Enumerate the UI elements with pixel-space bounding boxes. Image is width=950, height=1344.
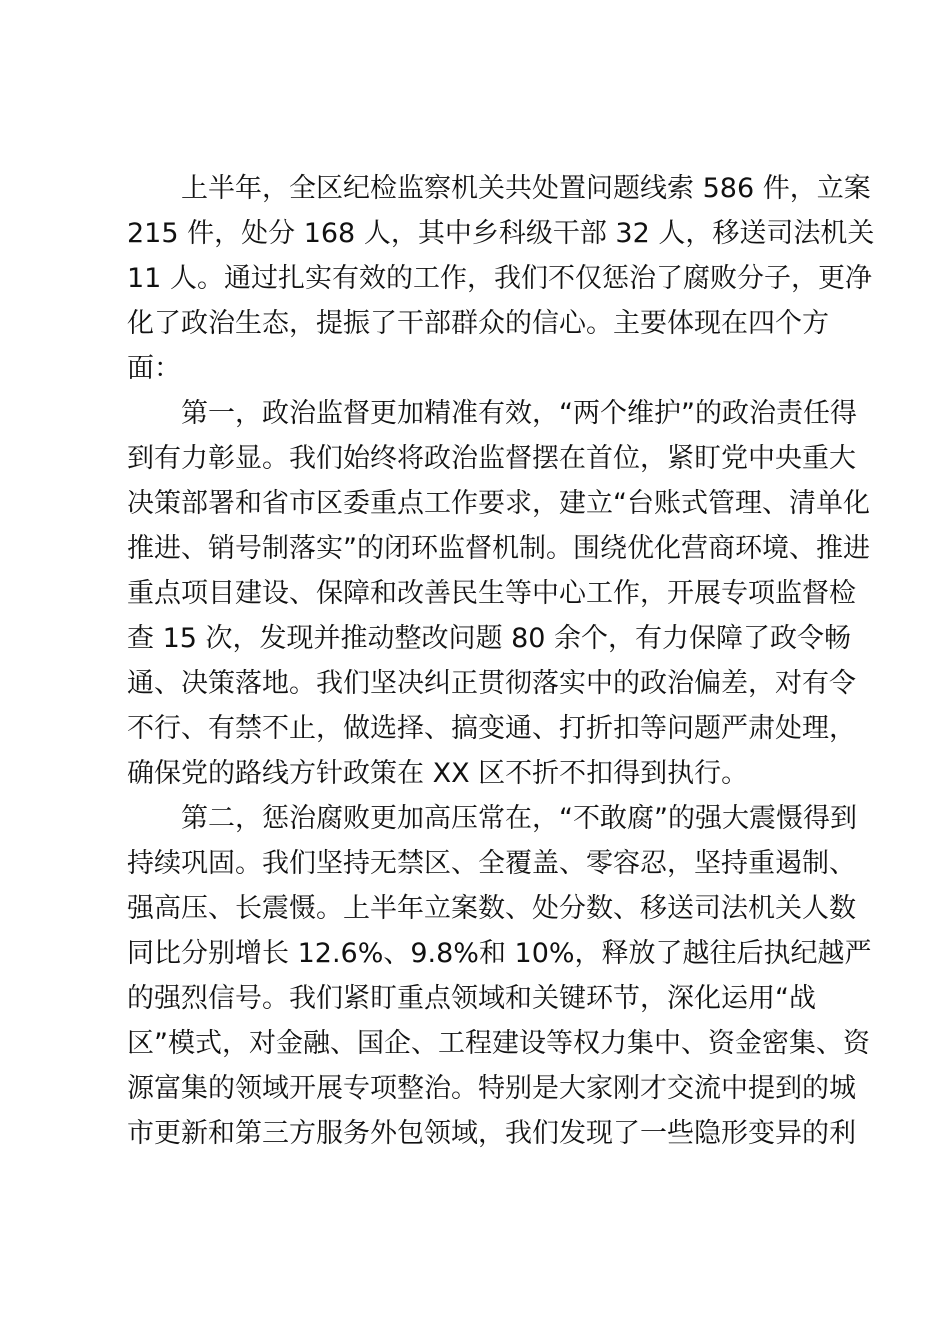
paragraph-second	[127, 796, 872, 1156]
text-line: 持续巩固。我们坚持无禁区、全覆盖、零容忍，坚持重遏制、	[127, 848, 856, 879]
text-line: 推进、销号制落实”的闭环监督机制。围绕优化营商环境、推进	[127, 533, 870, 564]
text-line: 不行、有禁不止，做选择、搞变通、打折扣等问题严肃处理，	[127, 713, 856, 744]
paragraph-intro	[127, 166, 875, 391]
text-line: 的强烈信号。我们紧盯重点领域和关键环节，深化运用“战	[127, 983, 816, 1014]
text-line: 化了政治生态，提振了干部群众的信心。主要体现在四个方	[127, 308, 829, 339]
text-line: 215 件，处分 168 人，其中乡科级干部 32 人，移送司法机关	[127, 218, 875, 249]
text-line: 决策部署和省市区委重点工作要求，建立“台账式管理、清单化	[127, 488, 870, 519]
text-line: 第一，政治监督更加精准有效，“两个维护”的政治责任得	[181, 398, 857, 429]
text-line: 通、决策落地。我们坚决纠正贯彻落实中的政治偏差，对有令	[127, 668, 856, 699]
text-line: 查 15 次，发现并推动整改问题 80 余个，有力保障了政令畅	[127, 623, 852, 654]
text-line: 确保党的路线方针政策在 XX 区不折不扣得到执行。	[127, 758, 749, 789]
text-line: 到有力彰显。我们始终将政治监督摆在首位，紧盯党中央重大	[127, 443, 856, 474]
document-body	[127, 166, 875, 1156]
text-line: 第二，惩治腐败更加高压常在，“不敢腐”的强大震慑得到	[181, 803, 857, 834]
text-line: 11 人。通过扎实有效的工作，我们不仅惩治了腐败分子，更净	[127, 263, 872, 294]
text-line: 强高压、长震慑。上半年立案数、处分数、移送司法机关人数	[127, 893, 856, 924]
text-line: 市更新和第三方服务外包领域，我们发现了一些隐形变异的利	[127, 1118, 856, 1149]
text-line: 同比分别增长 12.6%、9.8%和 10%，释放了越往后执纪越严	[127, 938, 872, 969]
paragraph-first	[127, 391, 870, 796]
text-line: 上半年，全区纪检监察机关共处置问题线索 586 件，立案	[181, 173, 871, 204]
text-line: 面：	[127, 353, 181, 384]
text-line: 重点项目建设、保障和改善民生等中心工作，开展专项监督检	[127, 578, 856, 609]
text-line: 源富集的领域开展专项整治。特别是大家刚才交流中提到的城	[127, 1073, 856, 1104]
text-line: 区”模式，对金融、国企、工程建设等权力集中、资金密集、资	[127, 1028, 870, 1059]
